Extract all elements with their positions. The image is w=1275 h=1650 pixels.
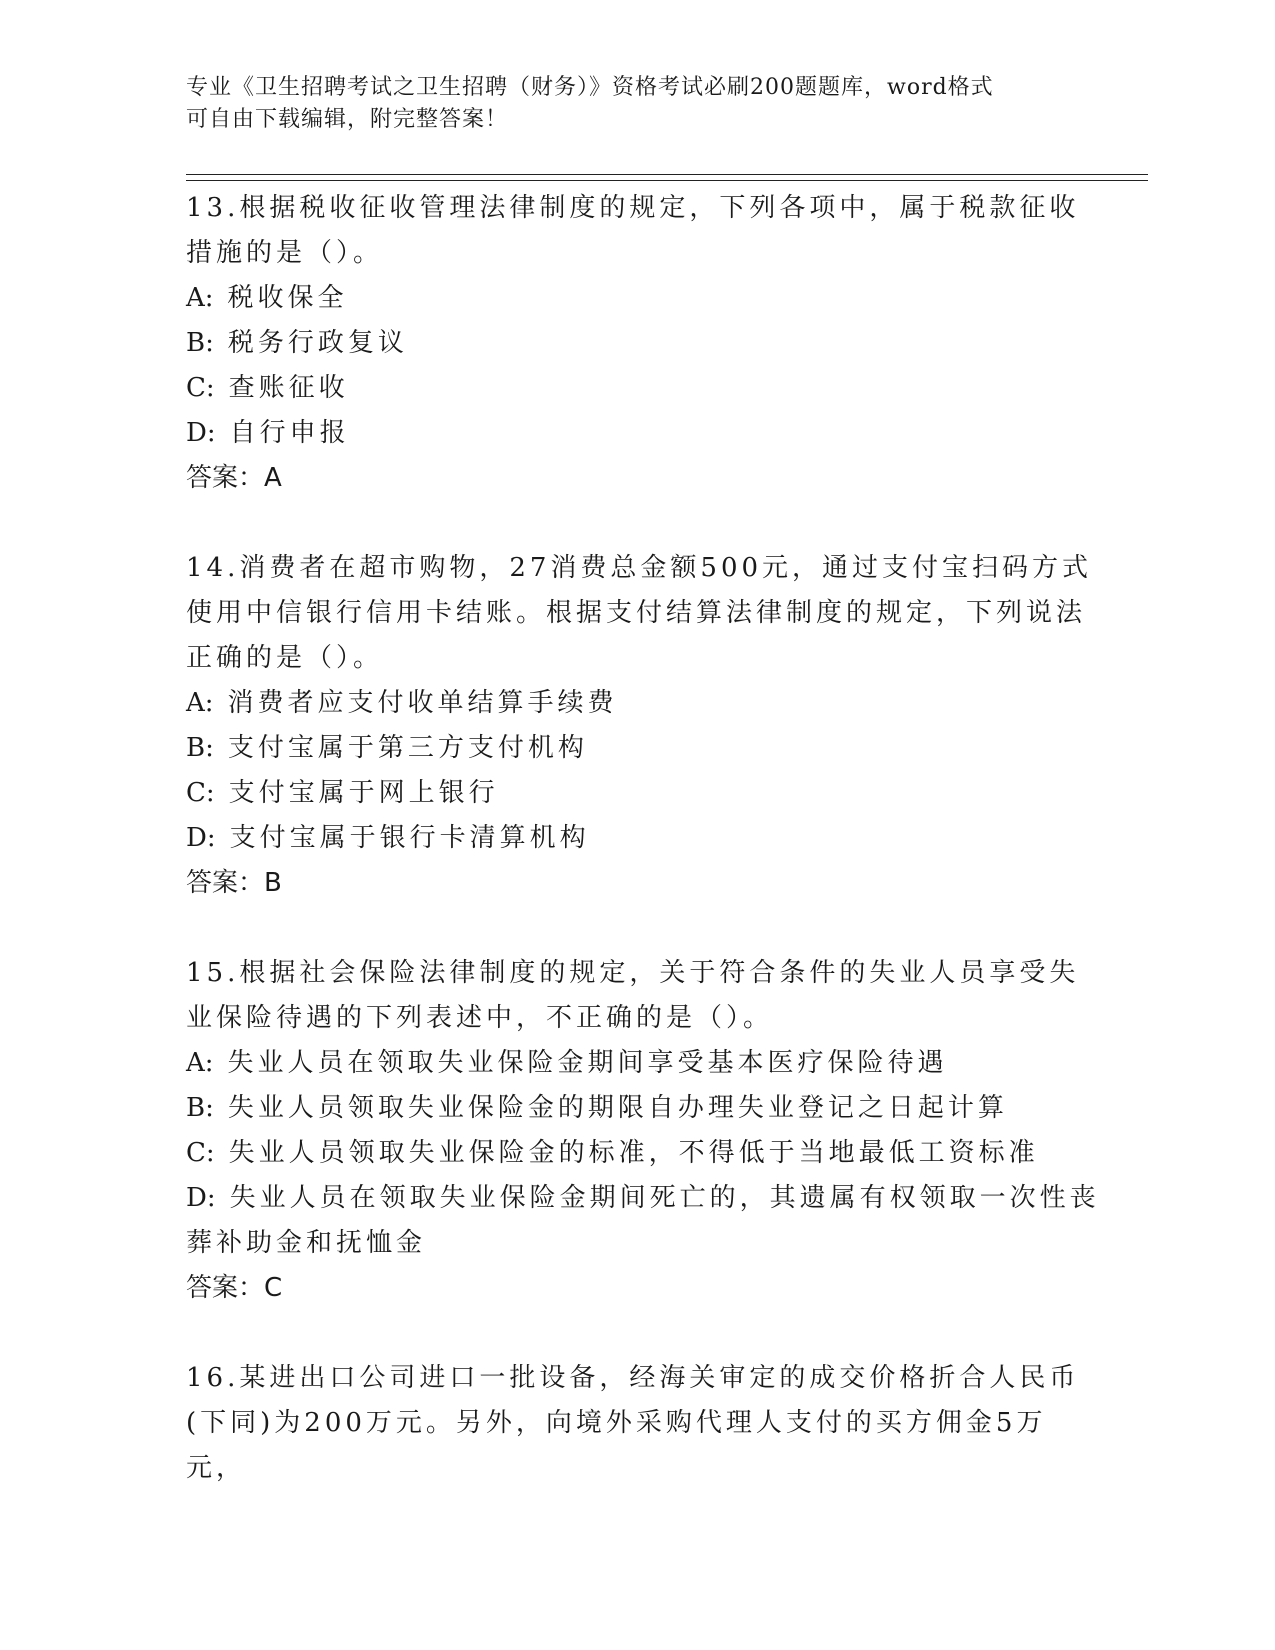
option-text: 失业人员领取失业保险金的期限自办理失业登记之日起计算 [227,1093,1008,1123]
answer-value: A [264,463,282,493]
answer-line [186,456,1106,501]
option-letter: D: [186,1183,216,1213]
option-b [186,1086,1106,1131]
header-line-1: 专业《卫生招聘考试之卫生招聘（财务）》资格考试必刷200题题库，word格式 [186,75,994,100]
option-d [186,411,1106,456]
answer-line [186,1266,1106,1311]
option-letter: A: [186,688,214,718]
question-16 [186,1356,1106,1491]
option-text: 税收保全 [227,283,348,313]
option-c [186,366,1106,411]
option-d [186,1176,1106,1266]
option-letter: B: [186,733,214,763]
option-text: 税务行政复议 [227,328,408,358]
option-a [186,1041,1106,1086]
option-text: 查账征收 [228,373,349,403]
option-text: 失业人员领取失业保险金的标准，不得低于当地最低工资标准 [228,1138,1039,1168]
question-text: 15.根据社会保险法律制度的规定，关于符合条件的失业人员享受失业保险待遇的下列表述中，不正确的是（）。 [186,958,1080,1033]
answer-label: 答案： [186,1273,265,1303]
option-text: 失业人员在领取失业保险金期间享受基本医疗保险待遇 [227,1048,948,1078]
option-c [186,1131,1106,1176]
option-letter: D: [186,823,216,853]
answer-value: B [264,868,282,898]
question-text: 14.消费者在超市购物，27消费总金额500元，通过支付宝扫码方式使用中信银行信用卡结账。根据支付结算法律制度的规定，下列说法正确的是（）。 [186,553,1093,673]
option-text: 支付宝属于第三方支付机构 [227,733,588,763]
option-letter: D: [186,418,216,448]
answer-line [186,861,1106,906]
option-letter: C: [186,1138,215,1168]
option-b [186,726,1106,771]
option-text: 支付宝属于网上银行 [228,778,499,808]
header-line-2: 可自由下载编辑，附完整答案！ [186,107,509,132]
answer-value: C [264,1273,283,1303]
option-text: 失业人员在领取失业保险金期间死亡的，其遗属有权领取一次性丧葬补助金和抚恤金 [186,1183,1100,1258]
question-14 [186,546,1106,906]
question-list [186,186,1106,1536]
option-c [186,771,1106,816]
question-text: 16.某进出口公司进口一批设备，经海关审定的成交价格折合人民币(下同)为200万元。另外，向境外采购代理人支付的买方佣金5万元， [186,1363,1080,1483]
option-text: 支付宝属于银行卡清算机构 [229,823,590,853]
option-text: 自行申报 [229,418,350,448]
answer-label: 答案： [186,868,265,898]
answer-label: 答案： [186,463,265,493]
option-a [186,276,1106,321]
question-text: 13.根据税收征收管理法律制度的规定，下列各项中，属于税款征收措施的是（）。 [186,193,1080,268]
option-letter: B: [186,1093,214,1123]
option-letter: A: [186,283,214,313]
option-b [186,321,1106,366]
option-text: 消费者应支付收单结算手续费 [227,688,618,718]
option-a [186,681,1106,726]
header-rule-thin [186,180,1148,181]
option-d [186,816,1106,861]
option-letter: A: [186,1048,214,1078]
option-letter: B: [186,328,214,358]
question-13 [186,186,1106,501]
option-letter: C: [186,373,215,403]
question-15 [186,951,1106,1311]
header-rule [186,174,1148,175]
option-letter: C: [186,778,215,808]
document-header [186,72,1066,136]
